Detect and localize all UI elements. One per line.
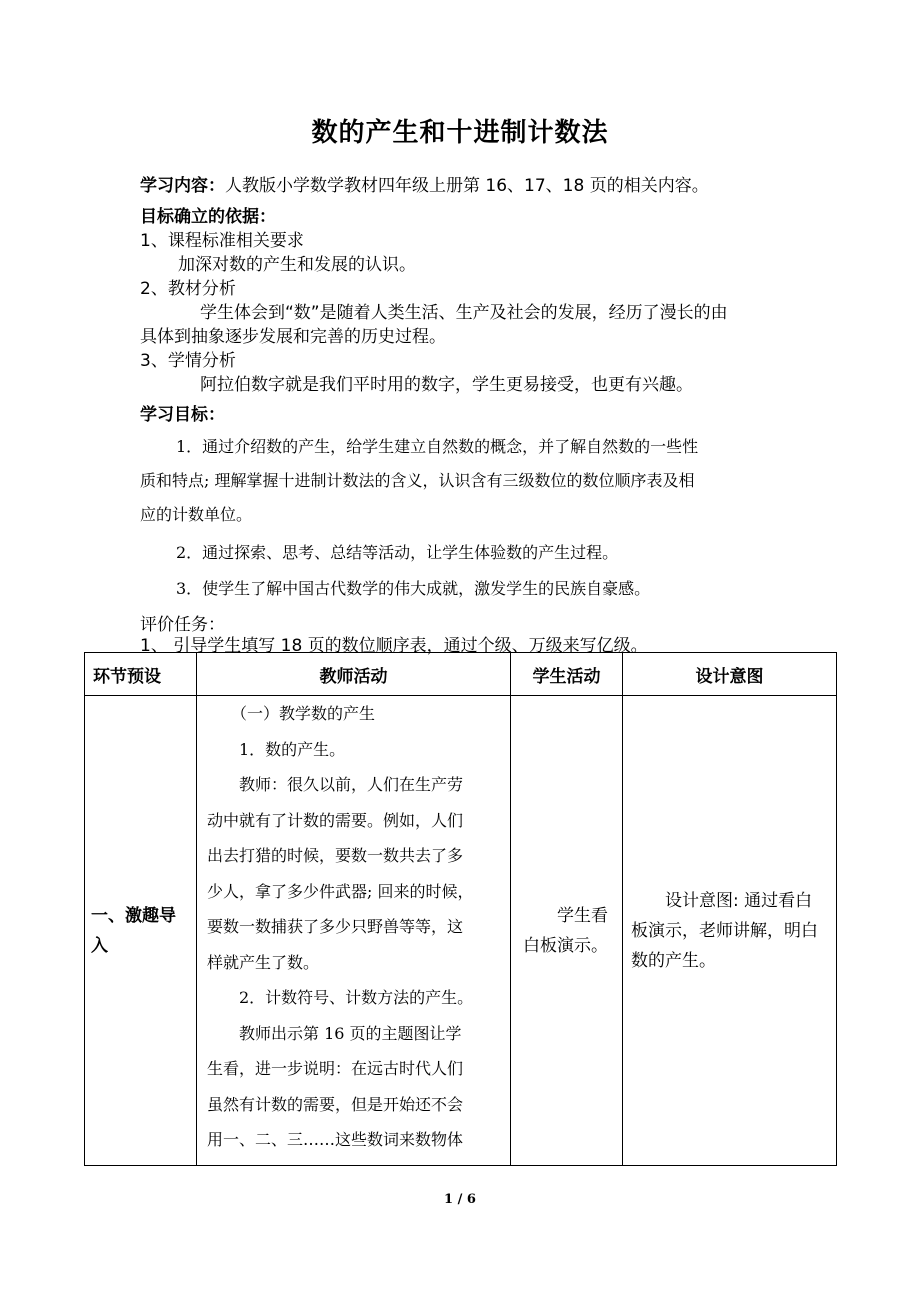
basis-item-heading: 1、课程标准相关要求 <box>140 231 304 251</box>
table-row <box>85 696 837 1166</box>
teacher-activity-cell <box>197 696 511 1166</box>
student-activity-text: 学生看白板演示。 <box>523 905 608 956</box>
goal-line: 1．通过介绍数的产生，给学生建立自然数的概念，并了解自然数的一些性 <box>176 437 699 456</box>
design-intent-text: 设计意图: 通过看白板演示，老师讲解，明白数的产生。 <box>631 890 818 971</box>
learning-content <box>140 175 709 197</box>
basis-item-heading: 3、学情分析 <box>140 351 236 371</box>
evaluation-heading: 评价任务： <box>140 615 225 635</box>
basis-item-text: 加深对数的产生和发展的认识。 <box>178 255 416 275</box>
table-header-row <box>85 653 837 696</box>
design-intent-cell <box>623 696 837 1166</box>
teacher-line: 要数一数捕获了多少只野兽等等，这 <box>207 917 464 936</box>
basis-item-text: 阿拉伯数字就是我们平时用的数字，学生更易接受，也更有兴趣。 <box>200 375 693 395</box>
basis-item-text: 学生体会到“数”是随着人类生活、生产及社会的发展，经历了漫长的由 <box>200 303 728 323</box>
document-title: 数的产生和十进制计数法 <box>311 118 609 148</box>
teacher-line: 少人，拿了多少件武器; 回来的时候， <box>207 881 474 901</box>
teacher-line: 出去打猎的时候，要数一数共去了多 <box>207 846 464 865</box>
header-stage: 环节预设 <box>85 653 197 696</box>
goal-line: 应的计数单位。 <box>140 505 253 524</box>
teacher-line: 生看，进一步说明：在远古时代人们 <box>207 1059 464 1078</box>
page-number: 1 / 6 <box>444 1192 476 1207</box>
goal-line: 2．通过探索、思考、总结等活动，让学生体验数的产生过程。 <box>176 543 619 562</box>
teacher-line: 1．数的产生。 <box>239 739 346 759</box>
header-design-intent: 设计意图 <box>623 653 837 696</box>
basis-item-text: 具体到抽象逐步发展和完善的历史过程。 <box>140 327 446 347</box>
evaluation-item: 1、 引导学生填写 18 页的数位顺序表，通过个级、万级来写亿级。 <box>140 636 648 656</box>
goal-line: 3．使学生了解中国古代数学的伟大成就，激发学生的民族自豪感。 <box>176 579 651 598</box>
basis-item-heading: 2、教材分析 <box>140 279 236 299</box>
lesson-plan-table <box>84 652 837 1166</box>
learning-content-label: 学习内容： <box>140 176 225 196</box>
header-student-activity: 学生活动 <box>511 653 623 696</box>
teacher-line: 虽然有计数的需要，但是开始还不会 <box>207 1094 464 1114</box>
teacher-line: 教师：很久以前，人们在生产劳 <box>239 775 464 794</box>
teacher-line: （一）教学数的产生 <box>231 704 376 723</box>
header-teacher-activity: 教师活动 <box>197 653 511 696</box>
teacher-line: 动中就有了计数的需要。例如，人们 <box>207 810 464 830</box>
teacher-line: 2．计数符号、计数方法的产生。 <box>239 988 474 1007</box>
teacher-line: 样就产生了数。 <box>207 952 320 972</box>
teacher-line: 教师出示第 16 页的主题图让学 <box>239 1023 462 1043</box>
basis-heading: 目标确立的依据： <box>140 207 276 227</box>
stage-cell: 一、激趣导入 <box>85 696 197 1166</box>
learning-content-text: 人教版小学数学教材四年级上册第 16、17、18 页的相关内容。 <box>225 176 709 196</box>
student-activity-cell <box>511 696 623 1166</box>
goals-heading: 学习目标： <box>140 405 225 425</box>
goal-line: 质和特点; 理解掌握十进制计数法的含义，认识含有三级数位的数位顺序表及相 <box>140 471 695 490</box>
teacher-line: 用一、二、三……这些数词来数物体 <box>207 1130 464 1149</box>
